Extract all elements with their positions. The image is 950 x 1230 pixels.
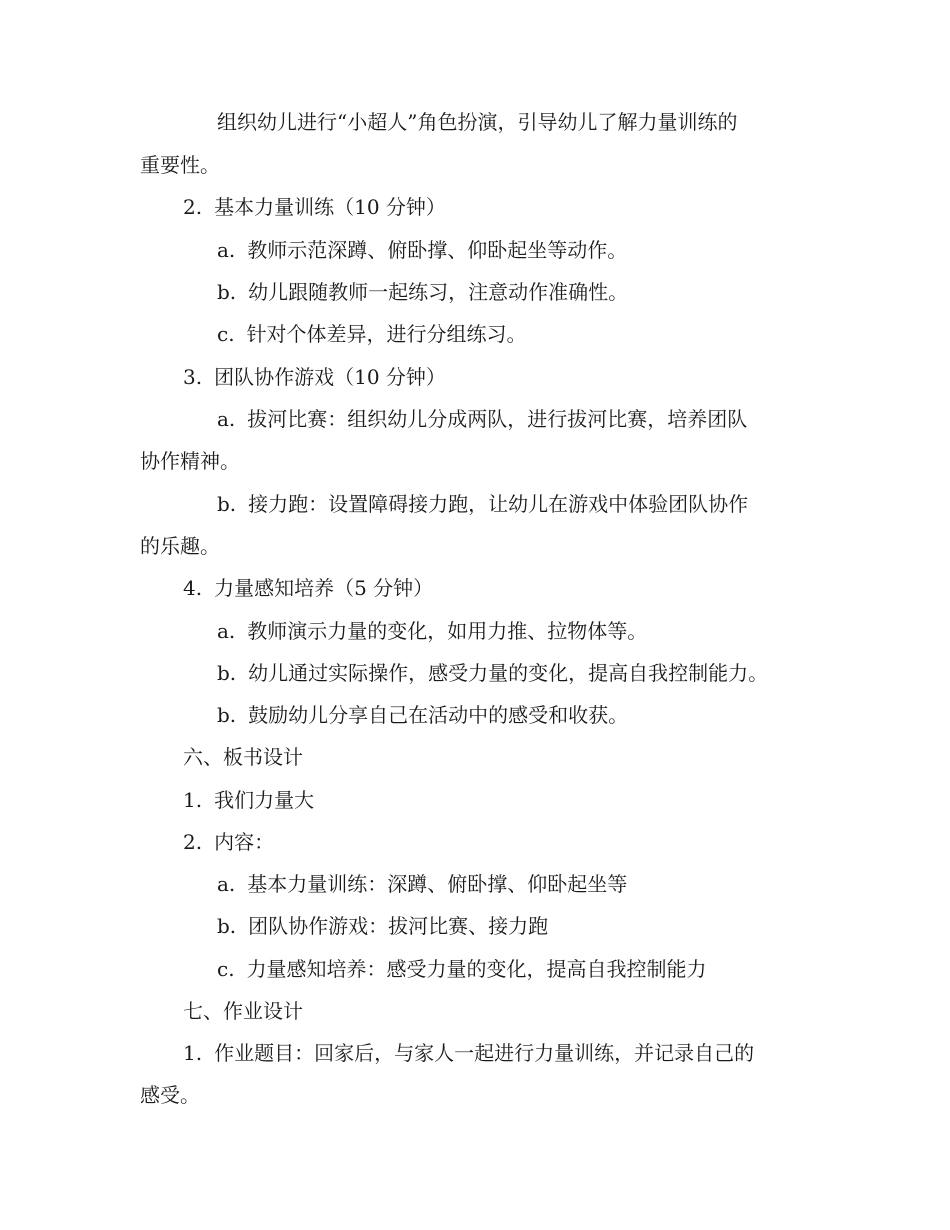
line-text: 协作精神。 xyxy=(140,449,240,473)
section-item-2 xyxy=(183,195,446,219)
item-text: 力量感知培养（5 分钟） xyxy=(214,576,434,600)
paragraph-line xyxy=(140,153,220,177)
sub-item xyxy=(217,280,628,304)
list-item xyxy=(183,1041,754,1065)
sub-item xyxy=(217,619,647,643)
sub-item-letter: a. xyxy=(217,407,236,431)
sub-item-text: 教师演示力量的变化，如用力推、拉物体等。 xyxy=(247,619,648,643)
list-item xyxy=(183,788,314,812)
section-item-4 xyxy=(183,576,433,600)
item-text: 团队协作游戏（10 分钟） xyxy=(214,365,446,389)
item-number: 1. xyxy=(183,788,203,812)
sub-item-text: 力量感知培养：感受力量的变化，提高自我控制能力 xyxy=(246,957,707,981)
section-item-3 xyxy=(183,365,446,389)
line-text: 组织幼儿进行“小超人”角色扮演，引导幼儿了解力量训练的 xyxy=(217,110,738,134)
sub-item-text: 团队协作游戏：拔河比赛、接力跑 xyxy=(248,914,549,938)
line-text: 感受。 xyxy=(140,1083,200,1107)
sub-item-text: 基本力量训练：深蹲、俯卧撑、仰卧起坐等 xyxy=(247,872,628,896)
sub-item-letter: b. xyxy=(217,661,237,685)
sub-item xyxy=(217,661,768,685)
line-text: 的乐趣。 xyxy=(140,534,220,558)
heading-text: 六、板书设计 xyxy=(183,745,303,769)
item-number: 1. xyxy=(183,1041,203,1065)
line-text: 重要性。 xyxy=(140,153,220,177)
sub-item xyxy=(217,872,627,896)
sub-item xyxy=(217,407,747,431)
sub-item-letter: a. xyxy=(217,238,236,262)
sub-item-continuation xyxy=(140,534,220,558)
sub-item-letter: c. xyxy=(217,957,235,981)
sub-item-text: 鼓励幼儿分享自己在活动中的感受和收获。 xyxy=(248,703,629,727)
section-heading-board-design xyxy=(183,745,303,769)
item-number: 2. xyxy=(183,195,203,219)
sub-item xyxy=(217,238,627,262)
sub-item-text: 教师示范深蹲、俯卧撑、仰卧起坐等动作。 xyxy=(247,238,628,262)
sub-item xyxy=(217,322,527,346)
sub-item-text: 幼儿通过实际操作，感受力量的变化，提高自我控制能力。 xyxy=(248,661,769,685)
sub-item-text: 幼儿跟随教师一起练习，注意动作准确性。 xyxy=(248,280,629,304)
sub-item-text: 针对个体差异，进行分组练习。 xyxy=(246,322,527,346)
item-text: 我们力量大 xyxy=(214,788,315,812)
sub-item xyxy=(217,703,628,727)
item-text: 基本力量训练（10 分钟） xyxy=(214,195,446,219)
sub-item-letter: c. xyxy=(217,322,235,346)
sub-item-continuation xyxy=(140,449,240,473)
sub-item xyxy=(217,492,748,516)
sub-item-letter: b. xyxy=(217,492,237,516)
sub-item-text: 接力跑：设置障碍接力跑，让幼儿在游戏中体验团队协作 xyxy=(248,492,749,516)
list-item-continuation xyxy=(140,1083,200,1107)
sub-item-letter: b. xyxy=(217,280,237,304)
list-item xyxy=(183,830,274,854)
sub-item-letter: b. xyxy=(217,914,237,938)
item-number: 4. xyxy=(183,576,203,600)
item-text: 作业题目：回家后，与家人一起进行力量训练，并记录自己的 xyxy=(214,1041,755,1065)
paragraph-line xyxy=(217,110,737,134)
item-text: 内容： xyxy=(214,830,275,854)
sub-item xyxy=(217,914,548,938)
sub-item-letter: a. xyxy=(217,619,236,643)
item-number: 2. xyxy=(183,830,203,854)
sub-item-letter: b. xyxy=(217,703,237,727)
section-heading-homework-design xyxy=(183,999,303,1023)
sub-item xyxy=(217,957,707,981)
sub-item-letter: a. xyxy=(217,872,236,896)
item-number: 3. xyxy=(183,365,203,389)
sub-item-text: 拔河比赛：组织幼儿分成两队，进行拔河比赛，培养团队 xyxy=(247,407,748,431)
heading-text: 七、作业设计 xyxy=(183,999,303,1023)
